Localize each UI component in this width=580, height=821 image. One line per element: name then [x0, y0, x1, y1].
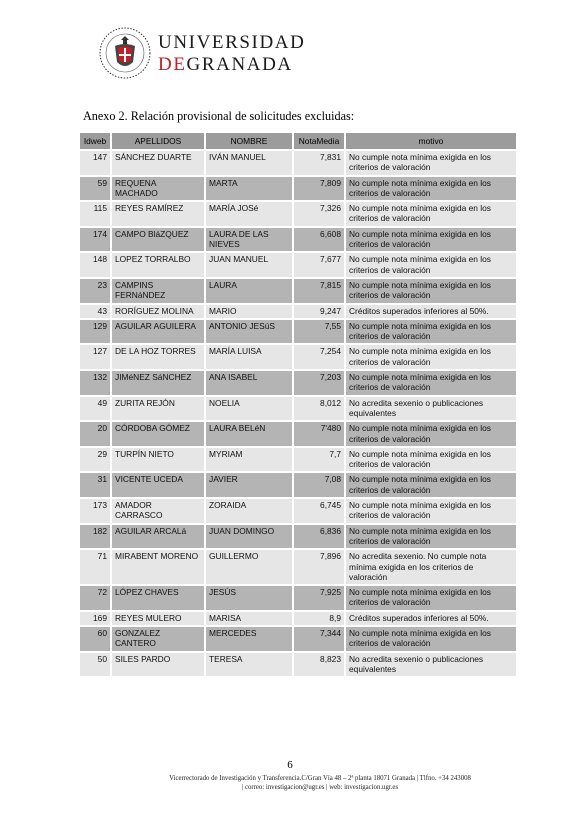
header-idweb: Idweb — [80, 133, 110, 149]
cell-idweb: 49 — [80, 397, 110, 421]
cell-apellidos: TURPÍN NIETO — [112, 448, 204, 472]
cell-apellidos: ZURITA REJÓN — [112, 397, 204, 421]
cell-idweb: 173 — [80, 499, 110, 523]
header-notamedia: NotaMedia — [294, 133, 344, 149]
cell-apellidos: AGUILAR ARCALá — [112, 525, 204, 549]
header-apellidos: APELLIDOS — [112, 133, 204, 149]
cell-idweb: 71 — [80, 550, 110, 584]
cell-apellidos: SÁNCHEZ DUARTE — [112, 151, 204, 175]
cell-notamedia: 7,326 — [294, 202, 344, 226]
cell-nombre: JESÚS — [206, 586, 292, 610]
cell-nombre: MERCEDES — [206, 627, 292, 651]
cell-apellidos: SILES PARDO — [112, 653, 204, 677]
table-row — [80, 228, 516, 252]
logo-line2 — [158, 54, 293, 76]
cell-apellidos: DE LA HOZ TORRES — [112, 345, 204, 369]
cell-idweb: 29 — [80, 448, 110, 472]
cell-apellidos: JIMéNEZ SáNCHEZ — [112, 371, 204, 395]
cell-idweb: 31 — [80, 473, 110, 497]
cell-motivo: No cumple nota mínima exigida en los criterios de valoración — [346, 448, 516, 472]
cell-notamedia: 7,203 — [294, 371, 344, 395]
cell-apellidos: LOPEZ TORRALBO — [112, 253, 204, 277]
footer-address: Vicerrectorado de Investigación y Transferencia.C/Gran Vía 48 – 2ª planta 18071 Granada | Tlfno. +34 243008 — [169, 775, 471, 782]
cell-nombre: MYRIAM — [206, 448, 292, 472]
cell-notamedia: 7,896 — [294, 550, 344, 584]
cell-motivo: No cumple nota mínima exigida en los criterios de valoración — [346, 627, 516, 651]
cell-notamedia: 7,831 — [294, 151, 344, 175]
cell-notamedia: 6,608 — [294, 228, 344, 252]
table-row — [80, 320, 516, 344]
cell-motivo: No cumple nota mínima exigida en los criterios de valoración — [346, 422, 516, 446]
cell-notamedia: 8,012 — [294, 397, 344, 421]
cell-idweb: 132 — [80, 371, 110, 395]
cell-notamedia: 7,815 — [294, 279, 344, 303]
table-row — [80, 253, 516, 277]
cell-notamedia: 8,823 — [294, 653, 344, 677]
cell-nombre: LAURA BELéN — [206, 422, 292, 446]
cell-idweb: 115 — [80, 202, 110, 226]
cell-apellidos: CÓRDOBA GÓMEZ — [112, 422, 204, 446]
table-row — [80, 202, 516, 226]
cell-idweb: 169 — [80, 612, 110, 625]
footer-contact: | correo: investigacion@ugr.es | web: investigacion.ugr.es — [241, 784, 399, 791]
cell-nombre: ANA ISABEL — [206, 371, 292, 395]
cell-notamedia: 7'480 — [294, 422, 344, 446]
cell-motivo: No cumple nota mínima exigida en los criterios de valoración — [346, 345, 516, 369]
cell-motivo: No cumple nota mínima exigida en los criterios de valoración — [346, 177, 516, 201]
cell-motivo: No cumple nota mínima exigida en los criterios de valoración — [346, 228, 516, 252]
table-row — [80, 371, 516, 395]
annex-caption: Anexo 2. Relación provisional de solicitudes excluidas: — [83, 109, 355, 123]
cell-nombre: MARTA — [206, 177, 292, 201]
cell-apellidos: GONZALEZ CANTERO — [112, 627, 204, 651]
page-number: 6 — [287, 759, 293, 771]
cell-motivo: No acredita sexenio. No cumple nota mínima exigida en los criterios de valoración — [346, 550, 516, 584]
cell-notamedia: 7,55 — [294, 320, 344, 344]
cell-nombre: MARÍA JOSé — [206, 202, 292, 226]
cell-motivo: Créditos superados inferiores al 50%. — [346, 305, 516, 318]
university-logo — [98, 26, 306, 84]
table-row — [80, 177, 516, 201]
cell-notamedia: 7,7 — [294, 448, 344, 472]
table-header-row — [80, 133, 516, 149]
cell-notamedia: 9,247 — [294, 305, 344, 318]
cell-idweb: 129 — [80, 320, 110, 344]
cell-nombre: LAURA — [206, 279, 292, 303]
cell-nombre: IVÁN MANUEL — [206, 151, 292, 175]
table-row — [80, 499, 516, 523]
cell-notamedia: 7,344 — [294, 627, 344, 651]
cell-nombre: GUILLERMO — [206, 550, 292, 584]
cell-nombre: ANTONIO JESúS — [206, 320, 292, 344]
cell-idweb: 72 — [80, 586, 110, 610]
cell-nombre: NOELIA — [206, 397, 292, 421]
cell-idweb: 148 — [80, 253, 110, 277]
table-row — [80, 550, 516, 584]
table-row — [80, 473, 516, 497]
excluded-applications-table — [78, 131, 518, 678]
cell-notamedia: 7,925 — [294, 586, 344, 610]
cell-idweb: 127 — [80, 345, 110, 369]
cell-apellidos: REYES MULERO — [112, 612, 204, 625]
cell-nombre: JUAN DOMINGO — [206, 525, 292, 549]
table-row — [80, 653, 516, 677]
cell-motivo: No cumple nota mínima exigida en los criterios de valoración — [346, 253, 516, 277]
cell-nombre: JAVIER — [206, 473, 292, 497]
cell-motivo: No cumple nota mínima exigida en los criterios de valoración — [346, 586, 516, 610]
cell-motivo: No cumple nota mínima exigida en los criterios de valoración — [346, 202, 516, 226]
table-body — [80, 151, 516, 676]
cell-apellidos: REQUENA MACHADO — [112, 177, 204, 201]
cell-nombre: TERESA — [206, 653, 292, 677]
cell-idweb: 182 — [80, 525, 110, 549]
cell-apellidos: REYES RAMÍREZ — [112, 202, 204, 226]
cell-nombre: LAURA DE LAS NIEVES — [206, 228, 292, 252]
cell-apellidos: AMADOR CARRASCO — [112, 499, 204, 523]
logo-line2-main: GRANADA — [186, 54, 293, 75]
cell-idweb: 50 — [80, 653, 110, 677]
cell-idweb: 174 — [80, 228, 110, 252]
cell-motivo: No acredita sexenio o publicaciones equivalentes — [346, 653, 516, 677]
logo-line2-prefix: DE — [158, 54, 187, 75]
university-crest-icon — [98, 26, 152, 80]
cell-apellidos: LÓPEZ CHAVES — [112, 586, 204, 610]
cell-idweb: 60 — [80, 627, 110, 651]
cell-nombre: ZORAIDA — [206, 499, 292, 523]
cell-motivo: No acredita sexenio o publicaciones equivalentes — [346, 397, 516, 421]
cell-motivo: No cumple nota mínima exigida en los criterios de valoración — [346, 320, 516, 344]
cell-idweb: 43 — [80, 305, 110, 318]
cell-idweb: 23 — [80, 279, 110, 303]
cell-notamedia: 6,836 — [294, 525, 344, 549]
cell-nombre: JUAN MANUEL — [206, 253, 292, 277]
table-row — [80, 151, 516, 175]
table-row — [80, 305, 516, 318]
cell-motivo: No cumple nota mínima exigida en los criterios de valoración — [346, 151, 516, 175]
table-row — [80, 627, 516, 651]
table-row — [80, 448, 516, 472]
table-row — [80, 422, 516, 446]
cell-motivo: No cumple nota mínima exigida en los criterios de valoración — [346, 499, 516, 523]
header-motivo: motivo — [346, 133, 516, 149]
table-row — [80, 345, 516, 369]
cell-motivo: Créditos superados inferiores al 50%. — [346, 612, 516, 625]
logo-line1: UNIVERSIDAD — [158, 32, 306, 53]
table-row — [80, 397, 516, 421]
cell-apellidos: MIRABENT MORENO — [112, 550, 204, 584]
cell-notamedia: 8,9 — [294, 612, 344, 625]
cell-apellidos: CAMPINS FERNáNDEZ — [112, 279, 204, 303]
cell-notamedia: 7,08 — [294, 473, 344, 497]
cell-idweb: 147 — [80, 151, 110, 175]
cell-nombre: MARISA — [206, 612, 292, 625]
cell-motivo: No cumple nota mínima exigida en los criterios de valoración — [346, 525, 516, 549]
cell-motivo: No cumple nota mínima exigida en los criterios de valoración — [346, 371, 516, 395]
cell-motivo: No cumple nota mínima exigida en los criterios de valoración — [346, 279, 516, 303]
cell-notamedia: 7,809 — [294, 177, 344, 201]
cell-motivo: No cumple nota mínima exigida en los criterios de valoración — [346, 473, 516, 497]
table-row — [80, 279, 516, 303]
cell-notamedia: 6,745 — [294, 499, 344, 523]
cell-apellidos: RORÍGUEZ MOLINA — [112, 305, 204, 318]
cell-apellidos: AGUILAR AGUILERA — [112, 320, 204, 344]
cell-notamedia: 7,254 — [294, 345, 344, 369]
cell-nombre: MARÍA LUISA — [206, 345, 292, 369]
cell-idweb: 20 — [80, 422, 110, 446]
cell-idweb: 59 — [80, 177, 110, 201]
table-row — [80, 612, 516, 625]
header-nombre: NOMBRE — [206, 133, 292, 149]
cell-apellidos: VICENTE UCEDA — [112, 473, 204, 497]
cell-apellidos: CAMPO BláZQUEZ — [112, 228, 204, 252]
cell-notamedia: 7,677 — [294, 253, 344, 277]
table-row — [80, 586, 516, 610]
table-row — [80, 525, 516, 549]
cell-nombre: MARIO — [206, 305, 292, 318]
